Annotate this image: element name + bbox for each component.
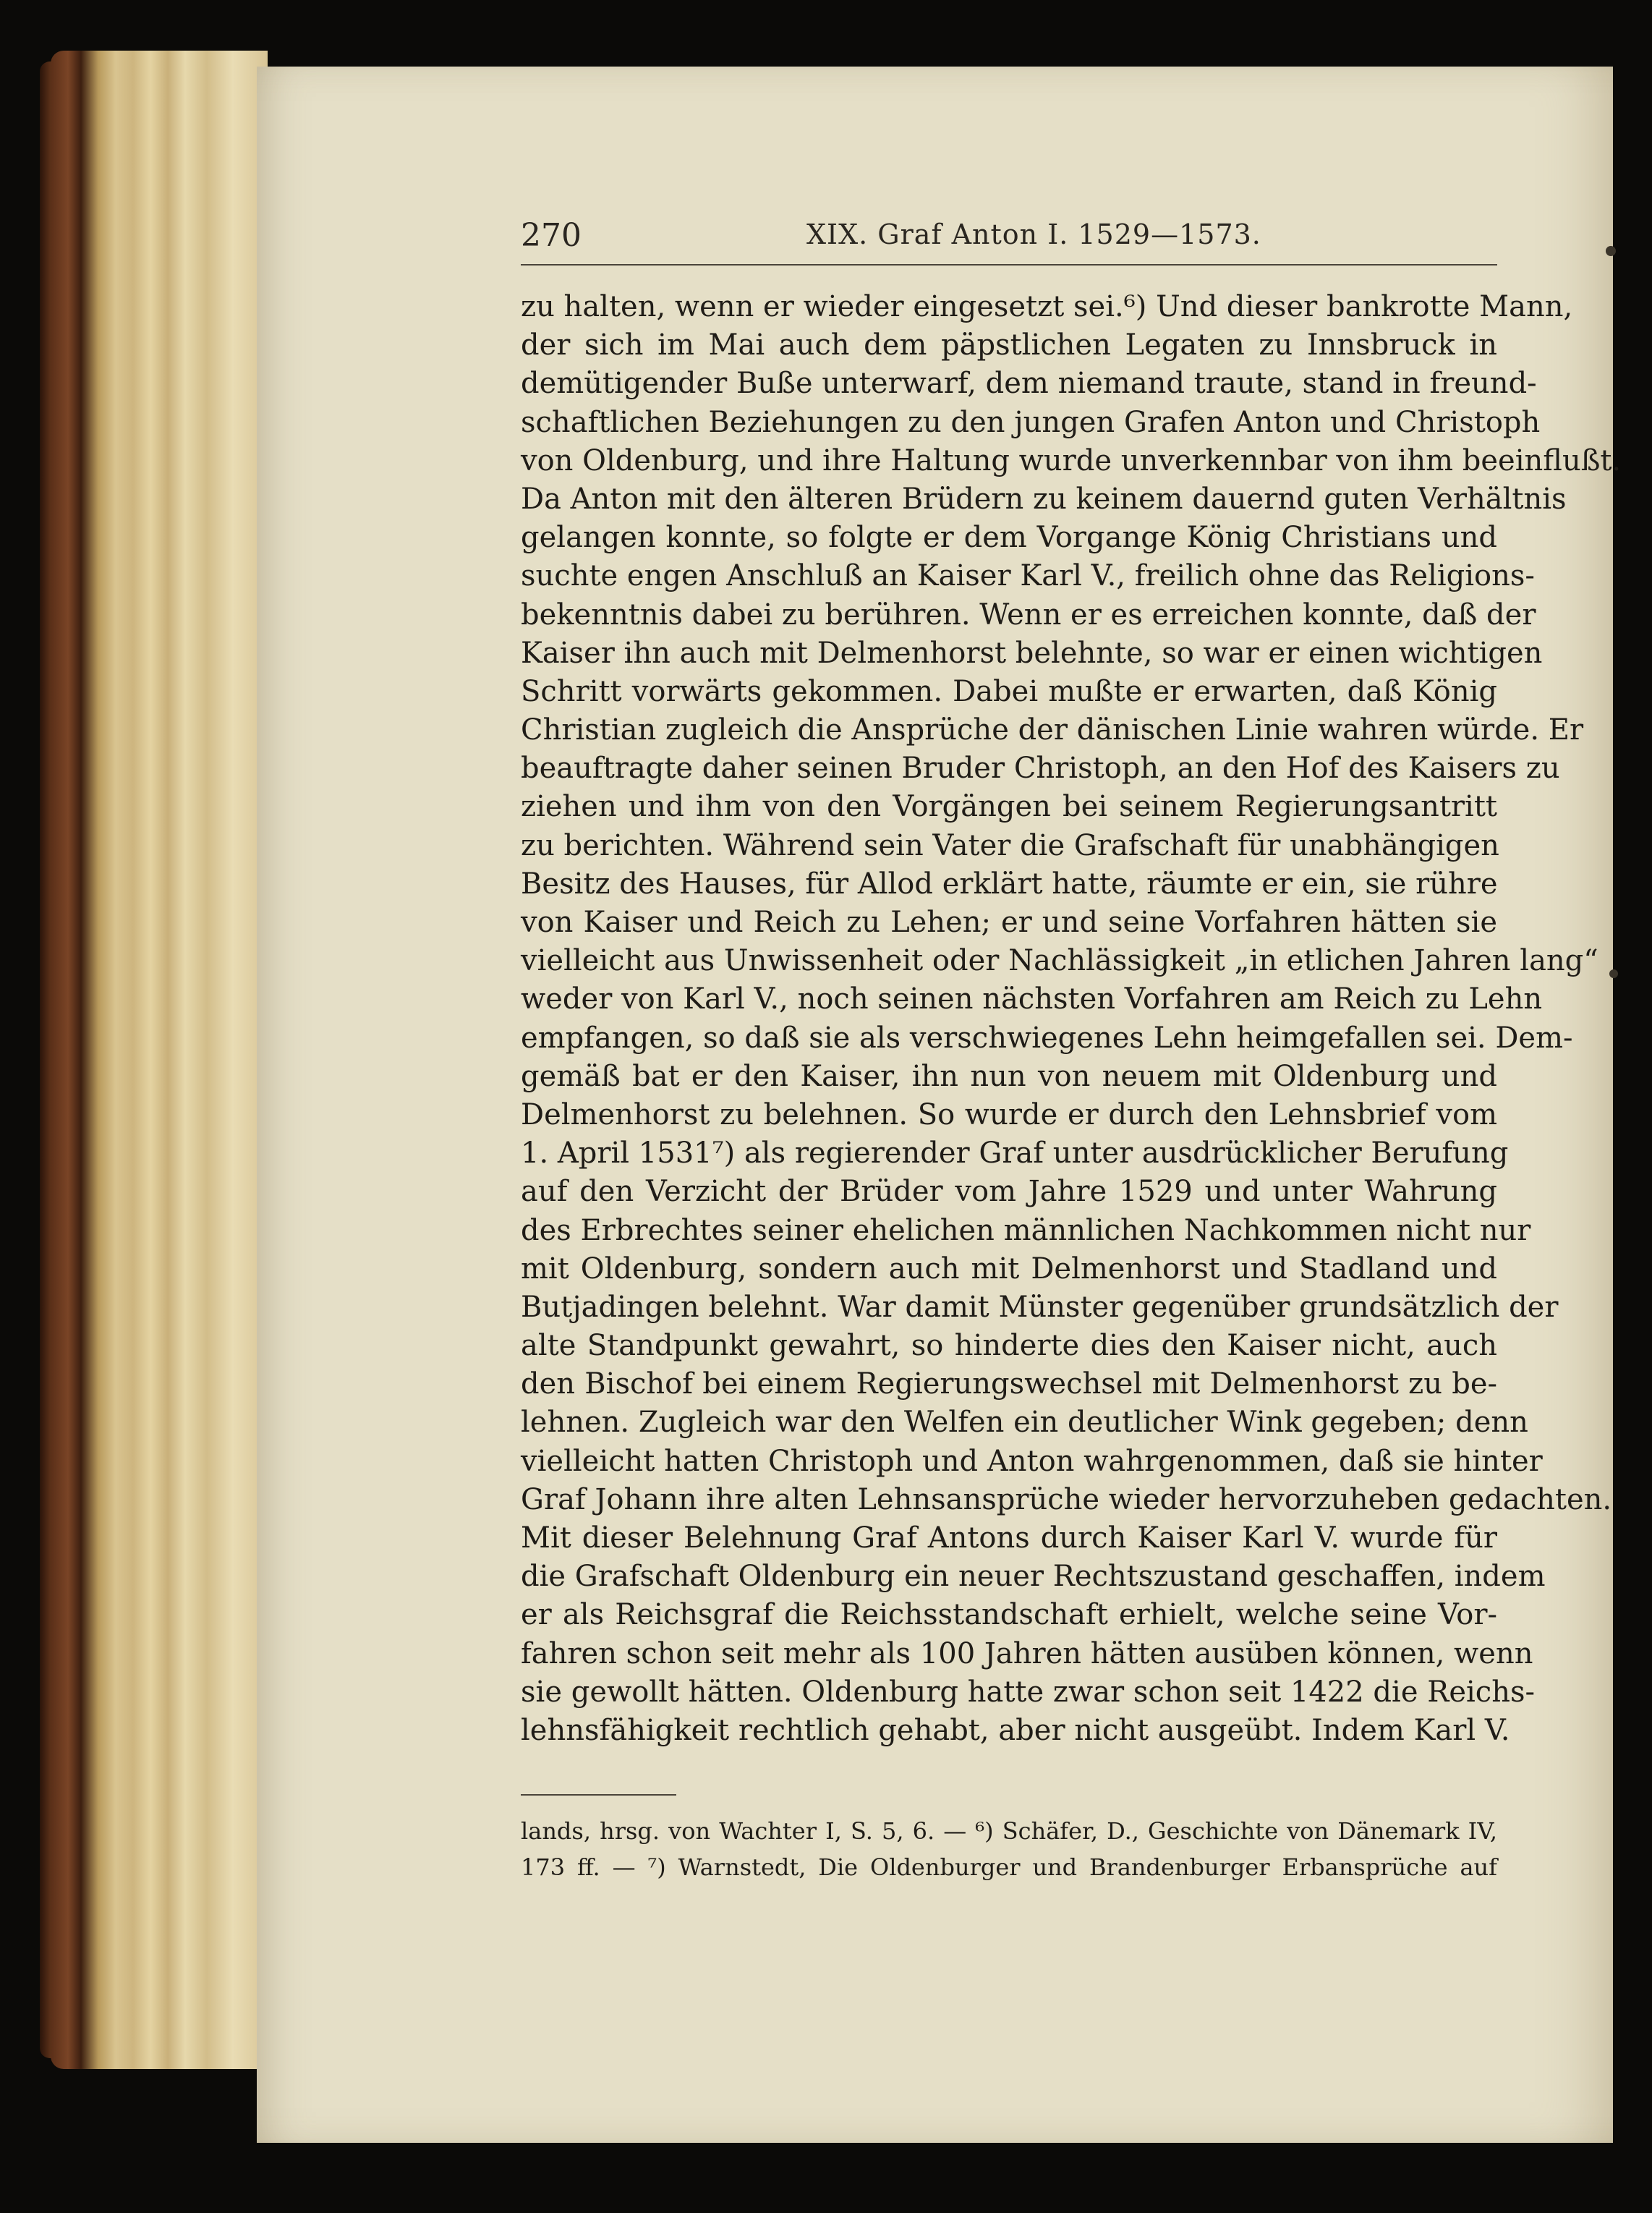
text-line: lehnen. Zugleich war den Welfen ein deutlicher Wink gegeben; denn xyxy=(521,1406,1528,1440)
body-text xyxy=(521,288,1622,1750)
text-line: ziehen und ihm von den Vorgängen bei seinem Regierungsantritt xyxy=(521,790,1497,824)
text-line: 1. April 1531⁷) als regierender Graf unter ausdrücklicher Berufung xyxy=(521,1137,1509,1171)
text-line: demütigender Buße unterwarf, dem niemand traute, stand in freund- xyxy=(521,367,1537,401)
text-line: suchte engen Anschluß an Kaiser Karl V., freilich ohne das Religions- xyxy=(521,559,1535,593)
text-line: fahren schon seit mehr als 100 Jahren hätten ausüben können, wenn xyxy=(521,1636,1533,1670)
text-line: alte Standpunkt gewahrt, so hinderte dies den Kaiser nicht, auch xyxy=(521,1329,1497,1363)
text-line: Schritt vorwärts gekommen. Dabei mußte er erwarten, daß König xyxy=(521,674,1497,708)
text-line: Christian zugleich die Ansprüche der dänischen Linie wahren würde. Er xyxy=(521,713,1584,747)
footnote-rule xyxy=(521,1794,676,1796)
text-line: Kaiser ihn auch mit Delmenhorst belehnte, so war er einen wichtigen xyxy=(521,636,1543,670)
text-line: zu halten, wenn er wieder eingesetzt sei.⁶) Und dieser bankrotte Mann, xyxy=(521,290,1573,323)
text-line: sie gewollt hätten. Oldenburg hatte zwar schon seit 1422 die Reichs- xyxy=(521,1675,1535,1709)
footnote-line: lands, hrsg. von Wachter I, S. 5, 6. — ⁶) Schäfer, D., Geschichte von Dänemark IV, xyxy=(521,1817,1497,1845)
text-line: von Oldenburg, und ihre Haltung wurde unverkennbar von ihm beeinflußt. xyxy=(521,443,1622,477)
text-line: den Bischof bei einem Regierungswechsel mit Delmenhorst zu be- xyxy=(521,1367,1497,1401)
running-head xyxy=(521,217,1523,260)
text-line: zu berichten. Während sein Vater die Grafschaft für unabhängigen xyxy=(521,828,1499,862)
header-rule xyxy=(521,264,1497,266)
page-spot xyxy=(1606,246,1616,256)
page-number: 270 xyxy=(521,217,582,254)
text-line: mit Oldenburg, sondern auch mit Delmenhorst und Stadland und xyxy=(521,1252,1497,1286)
chapter-title: XIX. Graf Anton I. 1529—1573. xyxy=(806,218,1261,250)
text-line: Besitz des Hauses, für Allod erklärt hatte, räumte er ein, sie rühre xyxy=(521,867,1498,901)
text-line: Butjadingen belehnt. War damit Münster gegenüber grundsätzlich der xyxy=(521,1290,1559,1324)
text-line: bekenntnis dabei zu berühren. Wenn er es erreichen konnte, daß der xyxy=(521,598,1536,632)
text-line: Da Anton mit den älteren Brüdern zu keinem dauernd guten Verhältnis xyxy=(521,482,1567,516)
text-line: beauftragte daher seinen Bruder Christoph, an den Hof des Kaisers zu xyxy=(521,752,1560,786)
page-stack-edge xyxy=(51,51,268,2069)
text-line: schaftlichen Beziehungen zu den jungen Grafen Anton und Christoph xyxy=(521,405,1541,439)
text-line: des Erbrechtes seiner ehelichen männlichen Nachkommen nicht nur xyxy=(521,1213,1531,1247)
text-line: Mit dieser Belehnung Graf Antons durch Kaiser Karl V. wurde für xyxy=(521,1521,1497,1555)
text-line: der sich im Mai auch dem päpstlichen Legaten zu Innsbruck in xyxy=(521,328,1497,362)
text-line: Graf Johann ihre alten Lehnsansprüche wieder hervorzuheben gedachten. xyxy=(521,1482,1612,1516)
text-line: vielleicht hatten Christoph und Anton wahrgenommen, daß sie hinter xyxy=(521,1444,1543,1478)
text-line: von Kaiser und Reich zu Lehen; er und seine Vorfahren hätten sie xyxy=(521,906,1497,939)
text-line: er als Reichsgraf die Reichsstandschaft erhielt, welche seine Vor- xyxy=(521,1598,1497,1632)
text-line: weder von Karl V., noch seinen nächsten Vorfahren am Reich zu Lehn xyxy=(521,982,1543,1016)
text-line: lehnsfähigkeit rechtlich gehabt, aber nicht ausgeübt. Indem Karl V. xyxy=(521,1713,1510,1747)
text-line: empfangen, so daß sie als verschwiegenes Lehn heimgefallen sei. Dem- xyxy=(521,1021,1573,1055)
text-line: auf den Verzicht der Brüder vom Jahre 1529 und unter Wahrung xyxy=(521,1175,1497,1209)
page-spot xyxy=(1609,969,1618,978)
footnotes xyxy=(521,1813,1497,1885)
text-line: gelangen konnte, so folgte er dem Vorgange König Christians und xyxy=(521,521,1497,555)
text-line: die Grafschaft Oldenburg ein neuer Rechtszustand geschaffen, indem xyxy=(521,1560,1546,1594)
text-line: vielleicht aus Unwissenheit oder Nachlässigkeit „in etlichen Jahren lang“ xyxy=(521,944,1598,978)
text-line: Delmenhorst zu belehnen. So wurde er durch den Lehnsbrief vom xyxy=(521,1097,1497,1131)
footnote-line: 173 ff. — ⁷) Warnstedt, Die Oldenburger und Brandenburger Erbansprüche auf xyxy=(521,1853,1497,1881)
text-line: gemäß bat er den Kaiser, ihn nun von neuem mit Oldenburg und xyxy=(521,1059,1497,1093)
